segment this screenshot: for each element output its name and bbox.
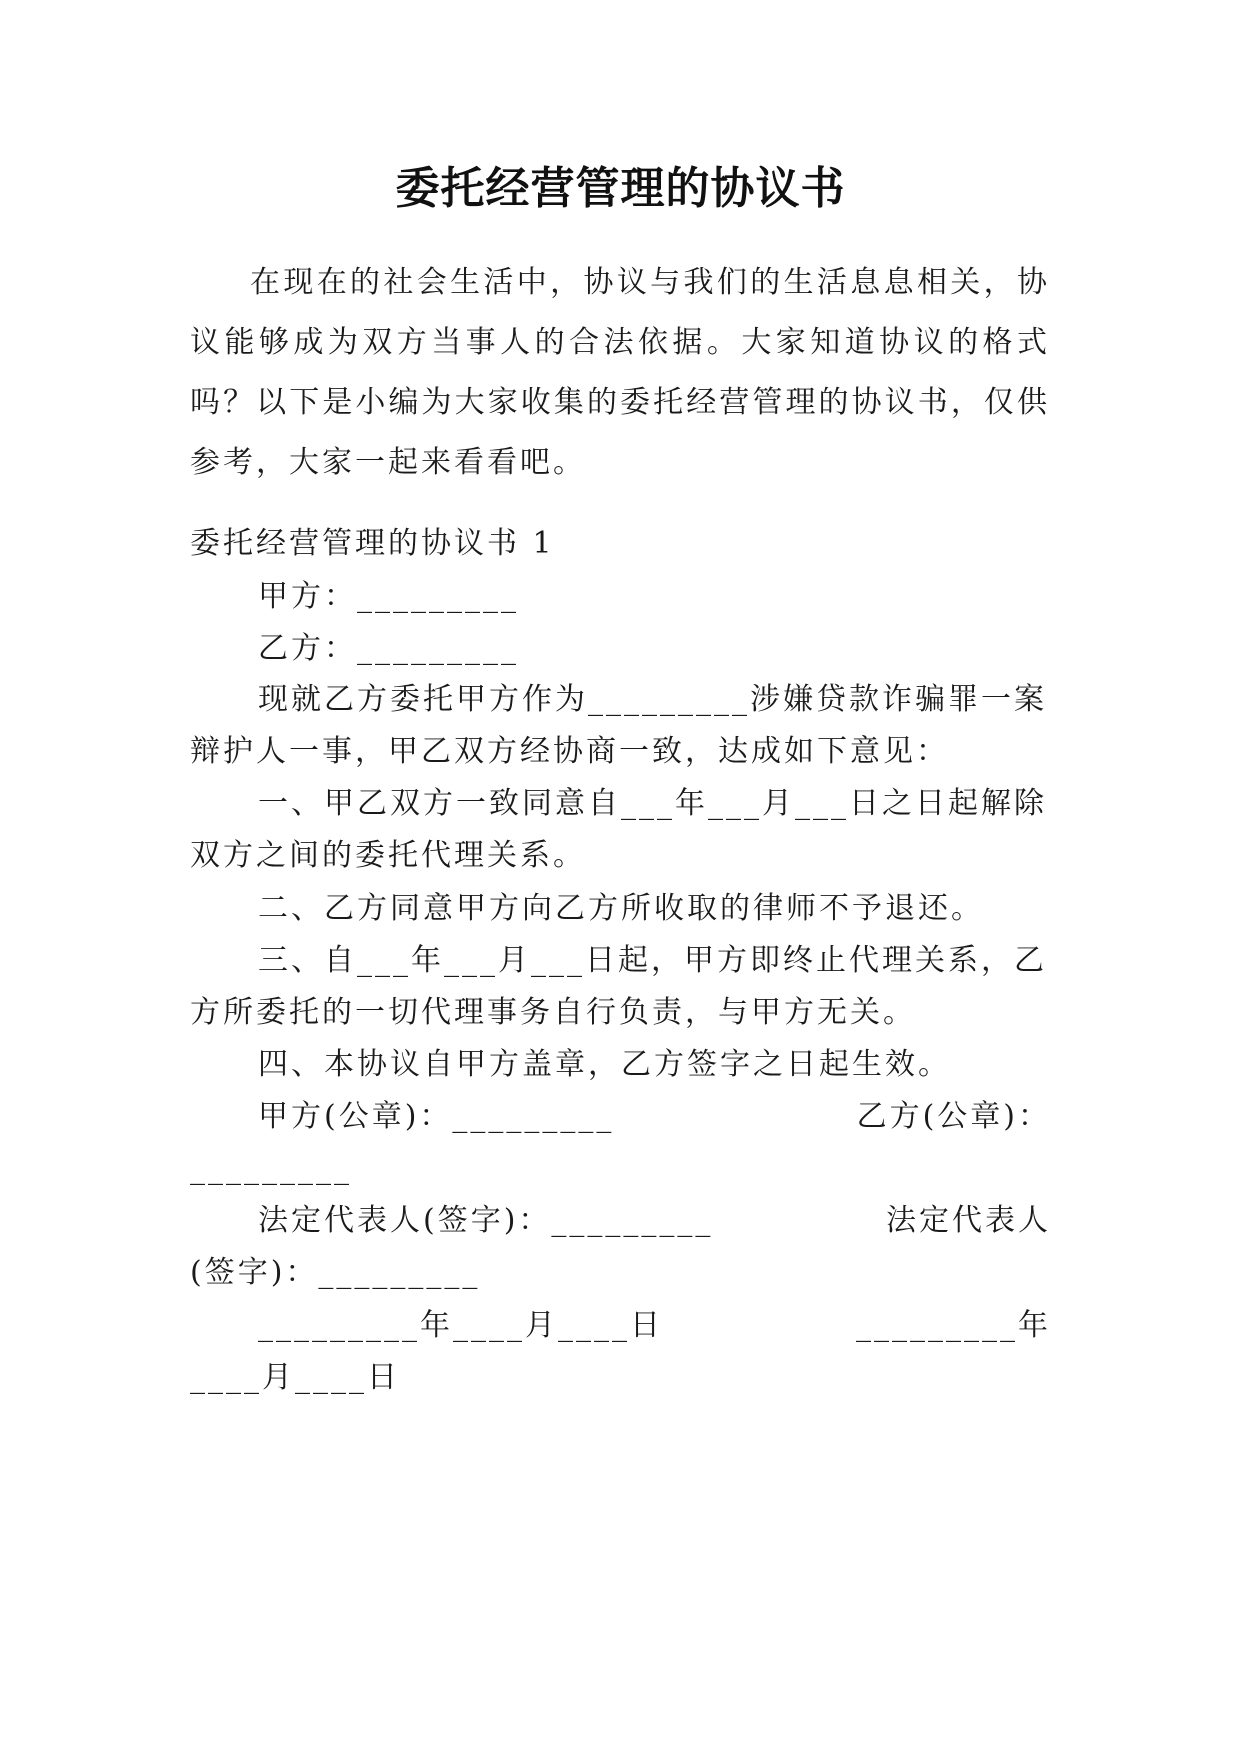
party-b-seal-blank: _________ — [190, 1151, 352, 1186]
party-a-seal-line: 甲方(公章)：_________ — [258, 1099, 615, 1134]
party-b-representative-signature: (签字)：_________ — [190, 1255, 481, 1290]
party-a-date-line: _________年____月____日 — [258, 1308, 663, 1343]
clause-4: 四、本协议自甲方盖章，乙方签字之日起生效。 — [258, 1047, 951, 1082]
party-b-line: 乙方：_________ — [258, 631, 519, 666]
clause-1-line-2: 双方之间的委托代理关系。 — [190, 838, 586, 873]
document-title: 委托经营管理的协议书 — [395, 163, 846, 214]
paragraph-1-line-1: 现就乙方委托甲方作为_________涉嫌贷款诈骗罪一案 — [258, 682, 1047, 717]
intro-paragraph: 在现在的社会生活中，协议与我们的生活息息相关，协议能够成为双方当事人的合法依据。大家知道协议的格式吗？以下是小编为大家收集的委托经营管理的协议书，仅供参考，大家一起来看看吧。 — [190, 265, 1050, 480]
party-b-seal-label: 乙方(公章)： — [856, 1099, 1051, 1134]
paragraph-1-line-2: 辩护人一事，甲乙双方经协商一致，达成如下意见： — [190, 734, 949, 769]
clause-3-line-2: 方所委托的一切代理事务自行负责，与甲方无关。 — [190, 995, 916, 1030]
clause-2: 二、乙方同意甲方向乙方所收取的律师不予退还。 — [258, 891, 984, 926]
party-a-representative-line: 法定代表人(签字)：_________ — [258, 1203, 714, 1238]
party-a-line: 甲方：_________ — [258, 579, 519, 614]
section-heading: 委托经营管理的协议书 1 — [190, 526, 555, 561]
party-b-representative-label: 法定代表人 — [886, 1203, 1051, 1238]
party-b-date-year: _________年 — [856, 1308, 1051, 1343]
clause-3-line-1: 三、自___年___月___日起，甲方即终止代理关系，乙 — [258, 943, 1047, 978]
party-b-date-month-day: ____月____日 — [190, 1360, 400, 1395]
clause-1-line-1: 一、甲乙双方一致同意自___年___月___日之日起解除 — [258, 786, 1047, 821]
